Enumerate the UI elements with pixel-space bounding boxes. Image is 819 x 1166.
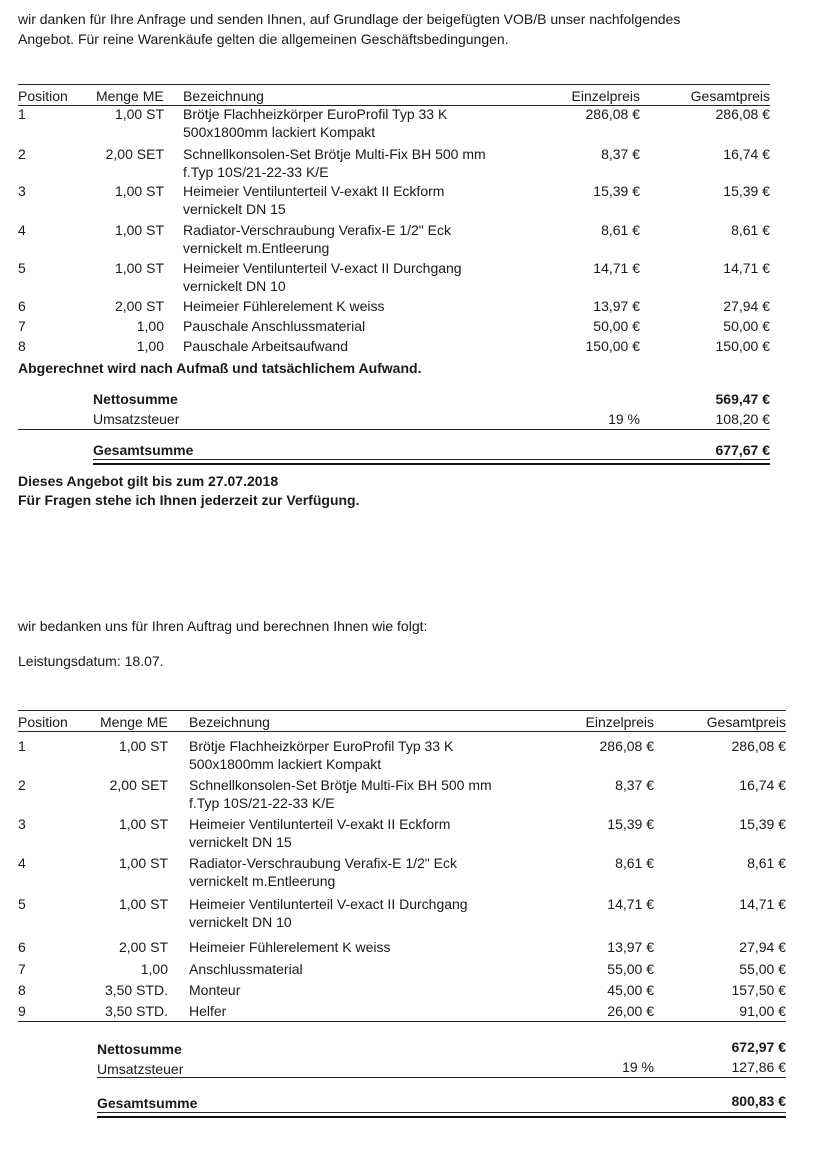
row-position: 7 (18, 961, 26, 977)
row-description: Radiator-Verschraubung Verafix-E 1/2" Eck (183, 222, 451, 238)
row-unit-price: 8,61 € (601, 222, 640, 238)
row-quantity: 2,00 SET (109, 777, 168, 793)
row-total-price: 15,39 € (723, 183, 770, 199)
invoice-table-top-rule (18, 710, 786, 711)
offer-intro (18, 9, 778, 49)
invoice-vat-rate: 19 % (622, 1059, 654, 1075)
row-description: Brötje Flachheizkörper EuroProfil Typ 33 K (183, 106, 448, 122)
row-position: 4 (18, 855, 26, 871)
row-description: Anschlussmaterial (189, 961, 303, 977)
row-unit-price: 26,00 € (607, 1003, 654, 1019)
row-quantity: 1,00 ST (114, 183, 164, 199)
row-position: 6 (18, 298, 26, 314)
row-description-line2: vernickelt DN 15 (183, 201, 286, 217)
row-quantity: 1,00 (136, 338, 164, 354)
row-quantity: 1,00 ST (114, 106, 164, 122)
row-quantity: 3,50 STD. (104, 1003, 168, 1019)
row-position: 8 (18, 338, 26, 354)
row-position: 4 (18, 222, 26, 238)
row-description: Helfer (189, 1003, 227, 1019)
offer-net-value: 569,47 € (715, 391, 770, 407)
row-description-line2: vernickelt m.Entleerung (189, 873, 336, 889)
offer-intro-line1: wir danken für Ihre Anfrage und senden Ihnen, auf Grundlage der beigefügten VOB/B unser nachfolgendes (18, 11, 681, 27)
row-total-price: 27,94 € (739, 939, 786, 955)
column-header-position: Position (18, 88, 68, 104)
row-unit-price: 150,00 € (585, 338, 640, 354)
column-header-unit-price: Einzelpreis (571, 88, 640, 104)
row-description: Brötje Flachheizkörper EuroProfil Typ 33 K (189, 738, 454, 754)
row-total-price: 8,61 € (731, 222, 770, 238)
row-total-price: 16,74 € (739, 777, 786, 793)
row-quantity: 3,50 STD. (104, 982, 168, 998)
row-description: Heimeier Ventilunterteil V-exact II Durchgang (183, 260, 462, 276)
row-unit-price: 13,97 € (593, 298, 640, 314)
row-position: 5 (18, 260, 26, 276)
row-quantity: 1,00 (140, 961, 168, 977)
row-total-price: 27,94 € (723, 298, 770, 314)
row-unit-price: 8,37 € (615, 777, 654, 793)
column-header-total-price: Gesamtpreis (690, 88, 770, 104)
invoice-net-label: Nettosumme (97, 1041, 182, 1057)
row-unit-price: 13,97 € (607, 939, 654, 955)
row-quantity: 1,00 ST (114, 260, 164, 276)
row-quantity: 1,00 ST (118, 855, 168, 871)
column-header-position: Position (18, 714, 68, 730)
row-quantity: 1,00 ST (118, 816, 168, 832)
row-description: Pauschale Arbeitsaufwand (183, 338, 348, 354)
row-description-line2: 500x1800mm lackiert Kompakt (183, 124, 376, 140)
offer-total-double-rule (93, 459, 770, 465)
row-quantity: 1,00 (136, 318, 164, 334)
row-description-line2: f.Typ 10S/21-22-33 K/E (189, 795, 335, 811)
invoice-items-bottom-rule (18, 1021, 786, 1022)
invoice-header-rule (18, 731, 786, 732)
row-position: 3 (18, 816, 26, 832)
row-unit-price: 286,08 € (599, 738, 654, 754)
row-description-line2: vernickelt DN 10 (183, 278, 286, 294)
invoice-service-date: Leistungsdatum: 18.07. (18, 653, 164, 669)
row-description: Pauschale Anschlussmaterial (183, 318, 366, 334)
row-unit-price: 15,39 € (593, 183, 640, 199)
invoice-vat-rule (97, 1077, 786, 1078)
row-total-price: 16,74 € (723, 146, 770, 162)
row-description: Schnellkonsolen-Set Brötje Multi-Fix BH 500 mm (183, 146, 486, 162)
invoice-gross-label: Gesamtsumme (97, 1095, 198, 1111)
row-description-line2: f.Typ 10S/21-22-33 K/E (183, 164, 329, 180)
column-header-quantity: Menge ME (96, 88, 164, 104)
row-description: Heimeier Fühlerelement K weiss (183, 298, 385, 314)
row-unit-price: 8,61 € (615, 855, 654, 871)
row-unit-price: 8,37 € (601, 146, 640, 162)
row-position: 8 (18, 982, 26, 998)
row-position: 1 (18, 738, 26, 754)
row-description: Monteur (189, 982, 241, 998)
offer-gross-value: 677,67 € (715, 442, 770, 458)
offer-gross-label: Gesamtsumme (93, 442, 194, 458)
row-position: 6 (18, 939, 26, 955)
row-description-line2: vernickelt DN 10 (189, 914, 292, 930)
invoice-vat-value: 127,86 € (731, 1059, 786, 1075)
offer-remark: Abgerechnet wird nach Aufmaß und tatsächlichem Aufwand. (18, 360, 422, 376)
row-description-line2: 500x1800mm lackiert Kompakt (189, 756, 382, 772)
row-quantity: 1,00 ST (114, 222, 164, 238)
row-total-price: 150,00 € (715, 338, 770, 354)
row-total-price: 55,00 € (739, 961, 786, 977)
offer-vat-rule (18, 429, 770, 430)
invoice-intro: wir bedanken uns für Ihren Auftrag und berechnen Ihnen wie folgt: (18, 618, 428, 634)
offer-validity: Dieses Angebot gilt bis zum 27.07.2018 (18, 473, 279, 489)
invoice-gross-value: 800,83 € (731, 1093, 786, 1109)
row-description-line2: vernickelt m.Entleerung (183, 240, 330, 256)
row-unit-price: 14,71 € (593, 260, 640, 276)
offer-vat-value: 108,20 € (715, 411, 770, 427)
row-total-price: 15,39 € (739, 816, 786, 832)
row-position: 1 (18, 106, 26, 122)
row-position: 7 (18, 318, 26, 334)
row-description: Heimeier Ventilunterteil V-exakt II Eckform (189, 816, 451, 832)
row-unit-price: 14,71 € (607, 896, 654, 912)
row-total-price: 91,00 € (739, 1003, 786, 1019)
column-header-quantity: Menge ME (100, 714, 168, 730)
invoice-net-value: 672,97 € (731, 1039, 786, 1055)
row-description: Heimeier Ventilunterteil V-exact II Durchgang (189, 896, 468, 912)
row-description: Heimeier Fühlerelement K weiss (189, 939, 391, 955)
row-total-price: 8,61 € (747, 855, 786, 871)
row-description: Schnellkonsolen-Set Brötje Multi-Fix BH 500 mm (189, 777, 492, 793)
offer-intro-line2: Angebot. Für reine Warenkäufe gelten die allgemeinen Geschäftsbedingungen. (18, 31, 509, 47)
row-unit-price: 286,08 € (585, 106, 640, 122)
row-position: 5 (18, 896, 26, 912)
column-header-description: Bezeichnung (183, 88, 264, 104)
row-position: 3 (18, 183, 26, 199)
row-position: 2 (18, 777, 26, 793)
offer-table-top-rule (18, 84, 770, 85)
row-unit-price: 45,00 € (607, 982, 654, 998)
row-unit-price: 15,39 € (607, 816, 654, 832)
row-position: 2 (18, 146, 26, 162)
offer-net-label: Nettosumme (93, 391, 178, 407)
offer-questions: Für Fragen stehe ich Ihnen jederzeit zur Verfügung. (18, 492, 360, 508)
offer-vat-label: Umsatzsteuer (93, 411, 180, 427)
row-description-line2: vernickelt DN 15 (189, 834, 292, 850)
row-quantity: 2,00 ST (114, 298, 164, 314)
column-header-unit-price: Einzelpreis (585, 714, 654, 730)
row-description: Heimeier Ventilunterteil V-exakt II Eckform (183, 183, 445, 199)
row-total-price: 286,08 € (715, 106, 770, 122)
invoice-total-double-rule (97, 1112, 786, 1118)
row-unit-price: 50,00 € (593, 318, 640, 334)
row-quantity: 2,00 ST (118, 939, 168, 955)
offer-vat-rate: 19 % (608, 411, 640, 427)
row-quantity: 1,00 ST (118, 896, 168, 912)
row-quantity: 1,00 ST (118, 738, 168, 754)
row-position: 9 (18, 1003, 26, 1019)
row-total-price: 14,71 € (723, 260, 770, 276)
row-total-price: 50,00 € (723, 318, 770, 334)
row-total-price: 286,08 € (731, 738, 786, 754)
row-total-price: 14,71 € (739, 896, 786, 912)
invoice-vat-label: Umsatzsteuer (97, 1061, 184, 1077)
row-total-price: 157,50 € (731, 982, 786, 998)
row-unit-price: 55,00 € (607, 961, 654, 977)
row-quantity: 2,00 SET (105, 146, 164, 162)
column-header-total-price: Gesamtpreis (706, 714, 786, 730)
row-description: Radiator-Verschraubung Verafix-E 1/2" Eck (189, 855, 457, 871)
column-header-description: Bezeichnung (189, 714, 270, 730)
